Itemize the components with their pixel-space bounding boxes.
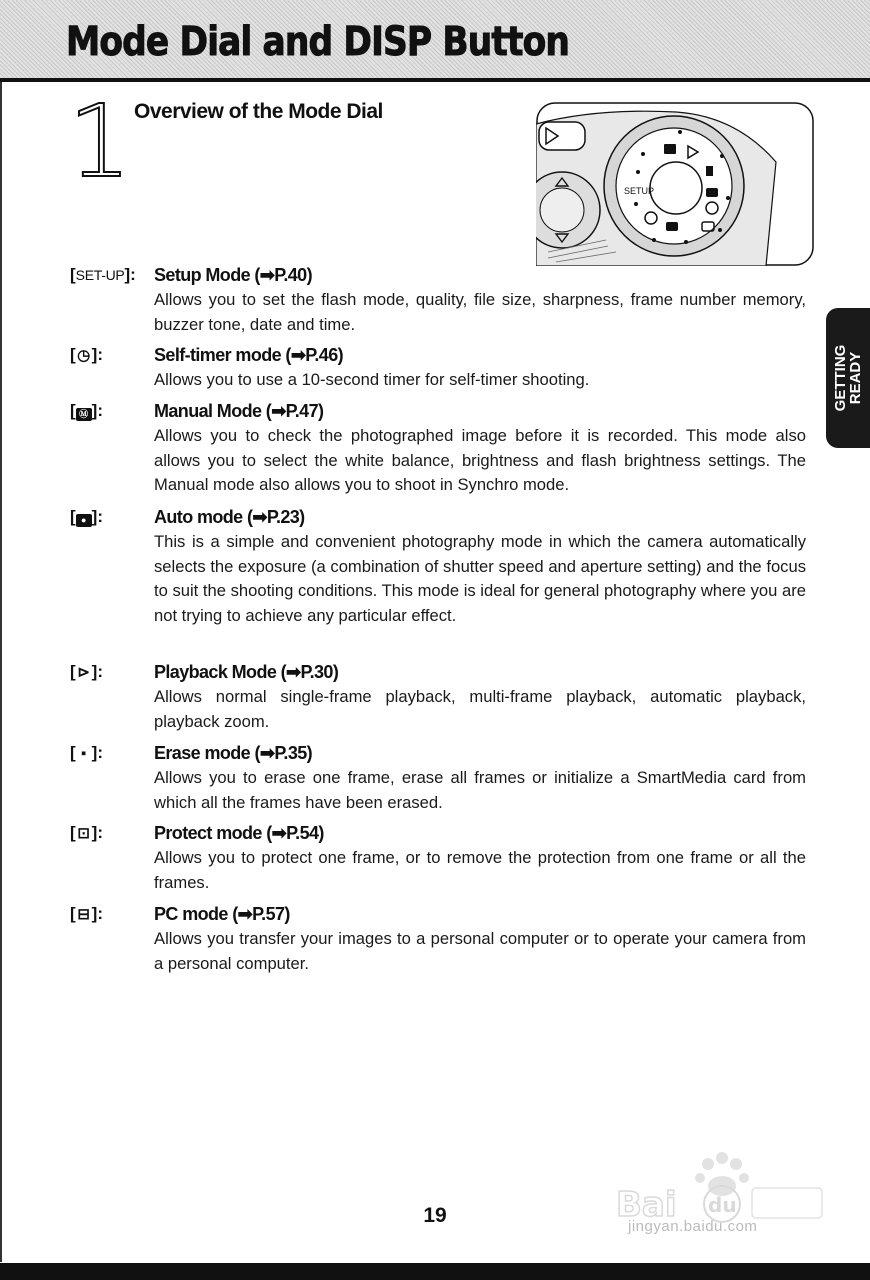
dial-center: [650, 162, 702, 214]
mode-description: Allows you to use a 10-second timer for self-timer shooting.: [154, 370, 590, 389]
mode-description: Allows you to check the photographed image before it is recorded. This mode also allows you to select the white balance, brightness and flash brightness settings. The Manual mode also allows you to shoot in Synchro mode.: [154, 426, 806, 495]
dial-erase-icon: [706, 166, 713, 176]
protect-icon: ⊡: [77, 825, 90, 842]
baidu-paw-logo: [612, 1150, 832, 1250]
mode-key: [SET-UP]:: [70, 265, 136, 284]
bottom-rule: [0, 1263, 870, 1280]
auto-camera-icon: ●: [76, 514, 92, 527]
mode-key: [ Ⓜ ]:: [70, 401, 103, 420]
mode-description: Allows you to protect one frame, or to remove the protection from one frame or all the frames.: [154, 848, 806, 892]
dial-setup-label: SETUP: [624, 186, 655, 196]
setup-key-label: SET-UP: [75, 267, 125, 283]
svg-text:Bai: Bai: [616, 1185, 677, 1225]
four-way-pad-inner: [540, 188, 584, 232]
mode-title: Auto mode (➡P.23): [154, 507, 305, 527]
section-title: Overview of the Mode Dial: [134, 100, 383, 123]
mode-description: This is a simple and convenient photography mode in which the camera automatically selects the exposure (a combination of shutter speed and aperture setting) and the focus to suit the shooting conditions. This mode is ideal for general photography where you are not trying to achieve any particular effect.: [154, 532, 806, 625]
mode-title: Erase mode (➡P.35): [154, 743, 313, 763]
mode-key: [ ▪ ]:: [70, 741, 103, 766]
mode-description: Allows you to set the flash mode, quality, file size, sharpness, frame number memory, buzzer tone, date and time.: [154, 290, 806, 334]
left-margin-line: [0, 82, 2, 1262]
side-tab: [826, 308, 870, 448]
page-number: 19: [423, 1204, 447, 1227]
svg-text:du: du: [708, 1193, 737, 1217]
mode-title: Self-timer mode (➡P.46): [154, 345, 344, 365]
playback-icon: ⊳: [77, 664, 90, 681]
side-tab-line2: READY: [847, 351, 864, 405]
mode-key: [ ● ]:: [70, 507, 103, 526]
manual-camera-icon: Ⓜ: [76, 408, 92, 421]
step-number: 1: [68, 83, 132, 200]
page-title: Mode Dial and DISP Button: [66, 19, 569, 65]
dial-protect-icon: [706, 188, 718, 197]
mode-key: [ ⊡ ]:: [70, 821, 103, 846]
mode-title: PC mode (➡P.57): [154, 904, 290, 924]
mode-description: Allows you transfer your images to a personal computer or to operate your camera from a personal computer.: [154, 929, 806, 973]
side-tab-line1: GETTING: [832, 344, 849, 412]
mode-title: Manual Mode (➡P.47): [154, 401, 324, 421]
mode-key: [ ⊟ ]:: [70, 902, 103, 927]
side-tab-label: [833, 345, 863, 412]
mode-description: Allows you to erase one frame, erase all frames or initialize a SmartMedia card from which all the frames have been erased.: [154, 768, 806, 812]
mode-key: [ ⊳ ]:: [70, 660, 103, 685]
dial-manual-icon: [666, 222, 678, 231]
mode-description: Allows normal single-frame playback, multi-frame playback, automatic playback, playback zoom.: [154, 687, 806, 731]
erase-icon: ▪: [81, 745, 87, 762]
self-timer-icon: ◷: [77, 347, 91, 364]
mode-key: [◷]:: [70, 343, 103, 368]
mode-title: Playback Mode (➡P.30): [154, 662, 339, 682]
mode-dial-illustration: [536, 102, 814, 266]
mode-title: Setup Mode (➡P.40): [154, 265, 312, 285]
mode-title: Protect mode (➡P.54): [154, 823, 324, 843]
header-rule: [0, 78, 870, 82]
dial-pc-icon: [664, 144, 676, 154]
pc-icon: ⊟: [77, 906, 90, 923]
watermark-url: jingyan.baidu.com: [628, 1218, 758, 1235]
